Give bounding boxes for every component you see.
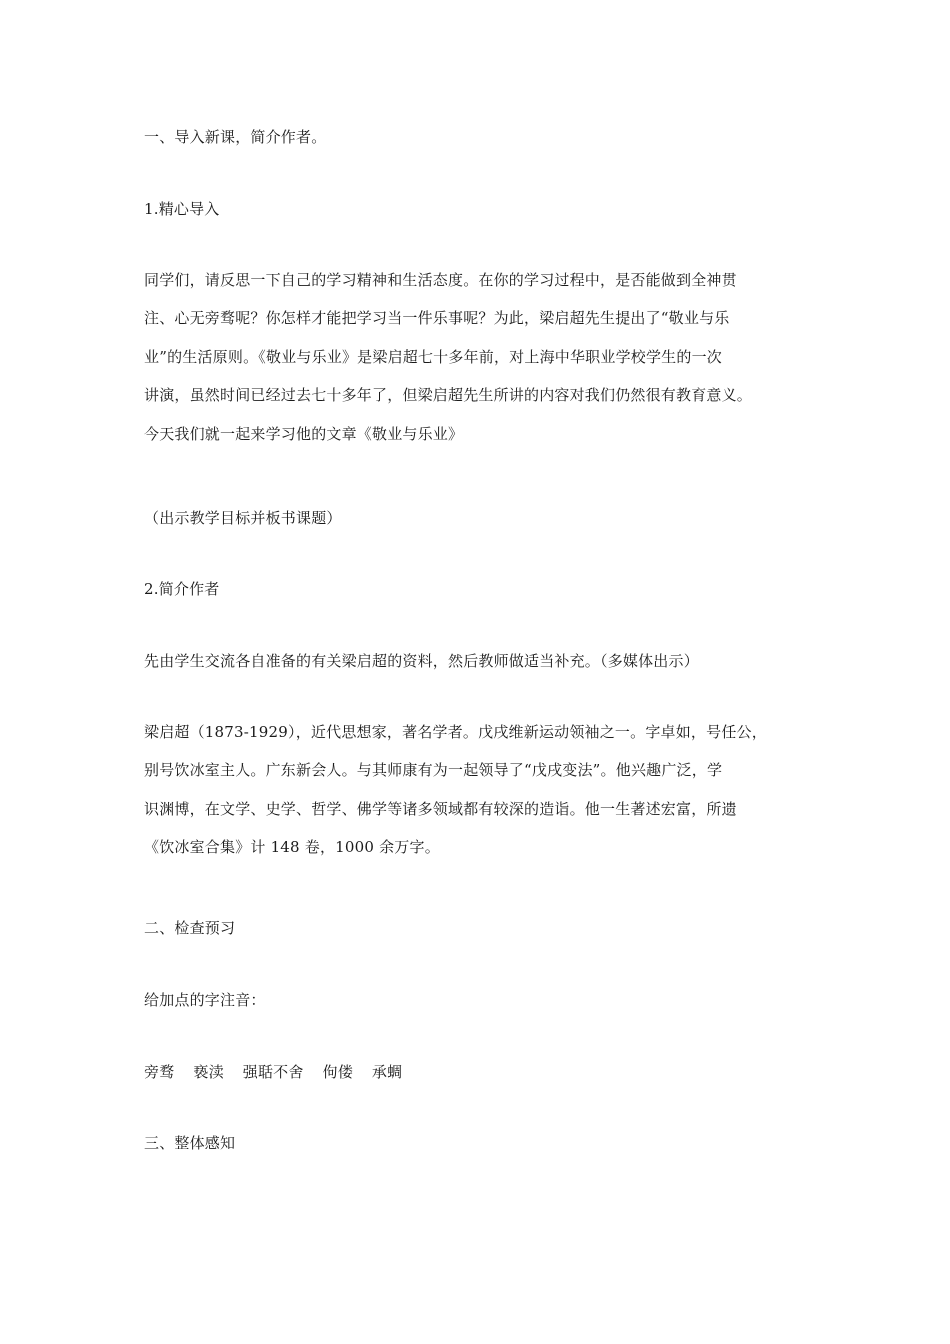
- section-2-heading: 二、检查预习: [144, 919, 236, 937]
- pronunciation-instruction: 给加点的字注音：: [144, 991, 266, 1009]
- biography-paragraph: [144, 713, 834, 867]
- paragraph-line: 梁启超（1873-1929），近代思想家，著名学者。戊戌维新运动领袖之一。字卓如，号任公，: [144, 723, 767, 741]
- paragraph-line: 《饮冰室合集》计 148 卷，1000 余万字。: [144, 838, 440, 857]
- vocabulary-word: 强聒不舍: [242, 1063, 304, 1081]
- vocabulary-word: 佝偻: [322, 1063, 353, 1081]
- paragraph-line: 今天我们就一起来学习他的文章《敬业与乐业》: [144, 424, 464, 443]
- teaching-note: （出示教学目标并板书课题）: [144, 509, 342, 527]
- paragraph-line: 讲演，虽然时间已经过去七十多年了，但梁启超先生所讲的内容对我们仍然很有教育意义。: [144, 386, 753, 405]
- introduction-paragraph: [144, 261, 834, 453]
- section-1-heading: 一、导入新课，简介作者。: [144, 128, 327, 146]
- paragraph-line: 业”的生活原则。《敬业与乐业》是梁启超七十多年前，对上海中华职业学校学生的一次: [144, 347, 722, 366]
- paragraph-line: 别号饮冰室主人。广东新会人。与其师康有为一起领导了“戊戌变法”。他兴趣广泛，学: [144, 761, 723, 780]
- author-intro-text: 先由学生交流各自准备的有关梁启超的资料，然后教师做适当补充。（多媒体出示）: [144, 652, 699, 670]
- section-3-heading: 三、整体感知: [144, 1134, 236, 1152]
- paragraph-line: 识渊博，在文学、史学、哲学、佛学等诸多领域都有较深的造诣。他一生著述宏富，所遗: [144, 799, 737, 818]
- subheading-introduction: 1.精心导入: [144, 200, 220, 218]
- vocabulary-word: 承蜩: [371, 1063, 403, 1081]
- vocabulary-word: 亵渎: [193, 1063, 224, 1081]
- vocabulary-word: 旁骛: [144, 1063, 175, 1081]
- paragraph-line: 注、心无旁骛呢？你怎样才能把学习当一件乐事呢？为此，梁启超先生提出了“敬业与乐: [144, 309, 730, 328]
- subheading-author: 2.简介作者: [144, 580, 220, 598]
- paragraph-line: 同学们，请反思一下自己的学习精神和生活态度。在你的学习过程中，是否能做到全神贯: [144, 271, 737, 289]
- vocabulary-list: [144, 1062, 416, 1082]
